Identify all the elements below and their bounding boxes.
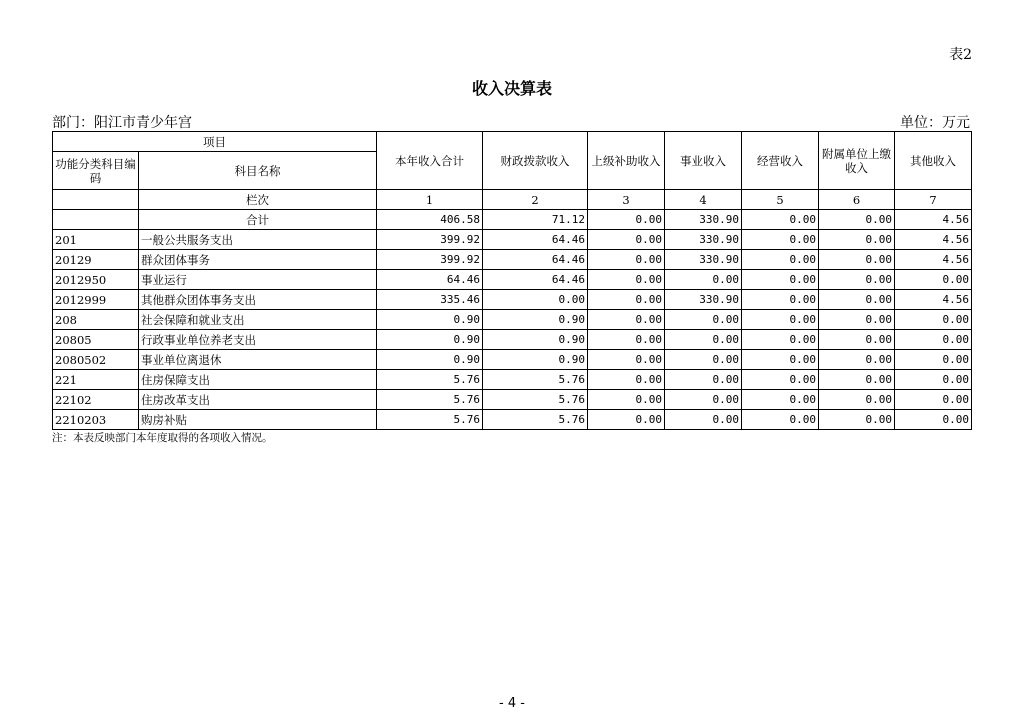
table-note: 注：本表反映部门本年度取得的各项收入情况。 xyxy=(52,432,273,444)
index-row xyxy=(53,190,972,210)
table-row xyxy=(53,390,972,410)
row-value: 0.00 xyxy=(742,350,819,370)
total-value: 71.12 xyxy=(483,210,588,230)
row-value: 0.00 xyxy=(819,330,895,350)
index-cell: 3 xyxy=(588,190,665,210)
row-value: 0.00 xyxy=(742,270,819,290)
row-value: 0.00 xyxy=(742,250,819,270)
row-value: 0.00 xyxy=(819,250,895,270)
row-name: 事业运行 xyxy=(139,270,377,290)
row-value: 64.46 xyxy=(377,270,483,290)
row-value: 0.00 xyxy=(483,290,588,310)
project-header: 项目 xyxy=(53,132,377,152)
row-value: 0.00 xyxy=(742,330,819,350)
row-value: 0.00 xyxy=(588,390,665,410)
row-code: 208 xyxy=(53,310,139,330)
department-label: 部门：阳江市青少年宫 xyxy=(52,115,192,131)
row-value: 0.00 xyxy=(895,410,972,430)
row-value: 0.00 xyxy=(665,350,742,370)
row-name: 其他群众团体事务支出 xyxy=(139,290,377,310)
col-header-subsidy: 上级补助收入 xyxy=(588,132,665,190)
row-value: 0.00 xyxy=(895,310,972,330)
row-value: 0.00 xyxy=(742,410,819,430)
col-header-total: 本年收入合计 xyxy=(377,132,483,190)
row-name: 住房保障支出 xyxy=(139,370,377,390)
row-value: 0.90 xyxy=(483,330,588,350)
row-value: 64.46 xyxy=(483,270,588,290)
row-value: 0.90 xyxy=(377,350,483,370)
row-code: 20129 xyxy=(53,250,139,270)
row-name: 住房改革支出 xyxy=(139,390,377,410)
row-value: 330.90 xyxy=(665,250,742,270)
table-row xyxy=(53,310,972,330)
row-name: 事业单位离退休 xyxy=(139,350,377,370)
row-value: 0.00 xyxy=(819,410,895,430)
row-value: 0.90 xyxy=(377,310,483,330)
row-code: 20805 xyxy=(53,330,139,350)
index-cell: 2 xyxy=(483,190,588,210)
index-empty-cell xyxy=(53,190,139,210)
row-code: 2080502 xyxy=(53,350,139,370)
row-value: 0.00 xyxy=(588,290,665,310)
index-cell: 5 xyxy=(742,190,819,210)
row-value: 0.00 xyxy=(819,370,895,390)
index-cell: 1 xyxy=(377,190,483,210)
row-value: 0.00 xyxy=(665,370,742,390)
row-value: 0.00 xyxy=(742,370,819,390)
row-value: 330.90 xyxy=(665,230,742,250)
row-name: 购房补贴 xyxy=(139,410,377,430)
index-cell: 7 xyxy=(895,190,972,210)
row-name: 行政事业单位养老支出 xyxy=(139,330,377,350)
table-number: 表2 xyxy=(949,47,972,63)
row-value: 0.00 xyxy=(588,410,665,430)
income-table xyxy=(52,131,972,430)
row-value: 0.00 xyxy=(895,330,972,350)
total-value: 4.56 xyxy=(895,210,972,230)
row-value: 0.00 xyxy=(895,350,972,370)
row-name: 社会保障和就业支出 xyxy=(139,310,377,330)
row-value: 0.00 xyxy=(665,390,742,410)
total-value: 330.90 xyxy=(665,210,742,230)
row-code: 2012950 xyxy=(53,270,139,290)
header-row-project xyxy=(53,132,972,152)
col-header-affiliated: 附属单位上缴收入 xyxy=(819,132,895,190)
total-empty-cell xyxy=(53,210,139,230)
row-value: 5.76 xyxy=(483,370,588,390)
index-cell: 4 xyxy=(665,190,742,210)
row-value: 0.90 xyxy=(377,330,483,350)
col-header-business: 事业收入 xyxy=(665,132,742,190)
row-value: 0.00 xyxy=(588,350,665,370)
row-value: 64.46 xyxy=(483,250,588,270)
row-value: 0.00 xyxy=(895,370,972,390)
row-value: 399.92 xyxy=(377,250,483,270)
col-header-fiscal: 财政拨款收入 xyxy=(483,132,588,190)
row-value: 5.76 xyxy=(483,410,588,430)
table-row xyxy=(53,270,972,290)
row-code: 221 xyxy=(53,370,139,390)
row-value: 0.00 xyxy=(588,370,665,390)
row-code: 2210203 xyxy=(53,410,139,430)
row-value: 4.56 xyxy=(895,230,972,250)
row-value: 0.90 xyxy=(483,350,588,370)
row-name: 群众团体事务 xyxy=(139,250,377,270)
row-value: 0.00 xyxy=(819,290,895,310)
row-value: 0.00 xyxy=(588,310,665,330)
col-header-operating: 经营收入 xyxy=(742,132,819,190)
row-value: 0.00 xyxy=(588,230,665,250)
row-value: 399.92 xyxy=(377,230,483,250)
row-value: 0.00 xyxy=(588,250,665,270)
row-value: 4.56 xyxy=(895,250,972,270)
table-row xyxy=(53,230,972,250)
total-value: 406.58 xyxy=(377,210,483,230)
row-name: 一般公共服务支出 xyxy=(139,230,377,250)
row-value: 330.90 xyxy=(665,290,742,310)
page-title: 收入决算表 xyxy=(471,79,552,98)
row-value: 0.00 xyxy=(895,270,972,290)
row-code: 22102 xyxy=(53,390,139,410)
row-value: 0.00 xyxy=(588,270,665,290)
table-row xyxy=(53,250,972,270)
row-value: 0.00 xyxy=(665,410,742,430)
page-number: - 4 - xyxy=(499,696,525,711)
row-value: 0.00 xyxy=(819,390,895,410)
col-header-code: 功能分类科目编码 xyxy=(53,152,139,190)
row-value: 0.90 xyxy=(483,310,588,330)
col-header-name: 科目名称 xyxy=(139,152,377,190)
row-value: 0.00 xyxy=(819,270,895,290)
table-row xyxy=(53,370,972,390)
total-row xyxy=(53,210,972,230)
row-value: 5.76 xyxy=(483,390,588,410)
row-value: 0.00 xyxy=(819,350,895,370)
table-row xyxy=(53,290,972,310)
row-value: 0.00 xyxy=(895,390,972,410)
row-value: 0.00 xyxy=(588,330,665,350)
table-row xyxy=(53,410,972,430)
row-value: 335.46 xyxy=(377,290,483,310)
row-value: 0.00 xyxy=(665,310,742,330)
row-value: 5.76 xyxy=(377,410,483,430)
row-value: 0.00 xyxy=(819,310,895,330)
row-value: 0.00 xyxy=(742,390,819,410)
total-value: 0.00 xyxy=(588,210,665,230)
unit-label: 单位：万元 xyxy=(900,115,970,131)
row-value: 5.76 xyxy=(377,370,483,390)
row-value: 0.00 xyxy=(742,290,819,310)
total-value: 0.00 xyxy=(742,210,819,230)
index-cell: 6 xyxy=(819,190,895,210)
index-label: 栏次 xyxy=(139,190,377,210)
row-value: 0.00 xyxy=(665,270,742,290)
row-code: 2012999 xyxy=(53,290,139,310)
row-value: 0.00 xyxy=(742,230,819,250)
row-value: 4.56 xyxy=(895,290,972,310)
table-row xyxy=(53,350,972,370)
row-value: 5.76 xyxy=(377,390,483,410)
total-value: 0.00 xyxy=(819,210,895,230)
total-label: 合计 xyxy=(139,210,377,230)
row-value: 0.00 xyxy=(665,330,742,350)
table-row xyxy=(53,330,972,350)
row-code: 201 xyxy=(53,230,139,250)
col-header-other: 其他收入 xyxy=(895,132,972,190)
row-value: 0.00 xyxy=(742,310,819,330)
row-value: 0.00 xyxy=(819,230,895,250)
row-value: 64.46 xyxy=(483,230,588,250)
